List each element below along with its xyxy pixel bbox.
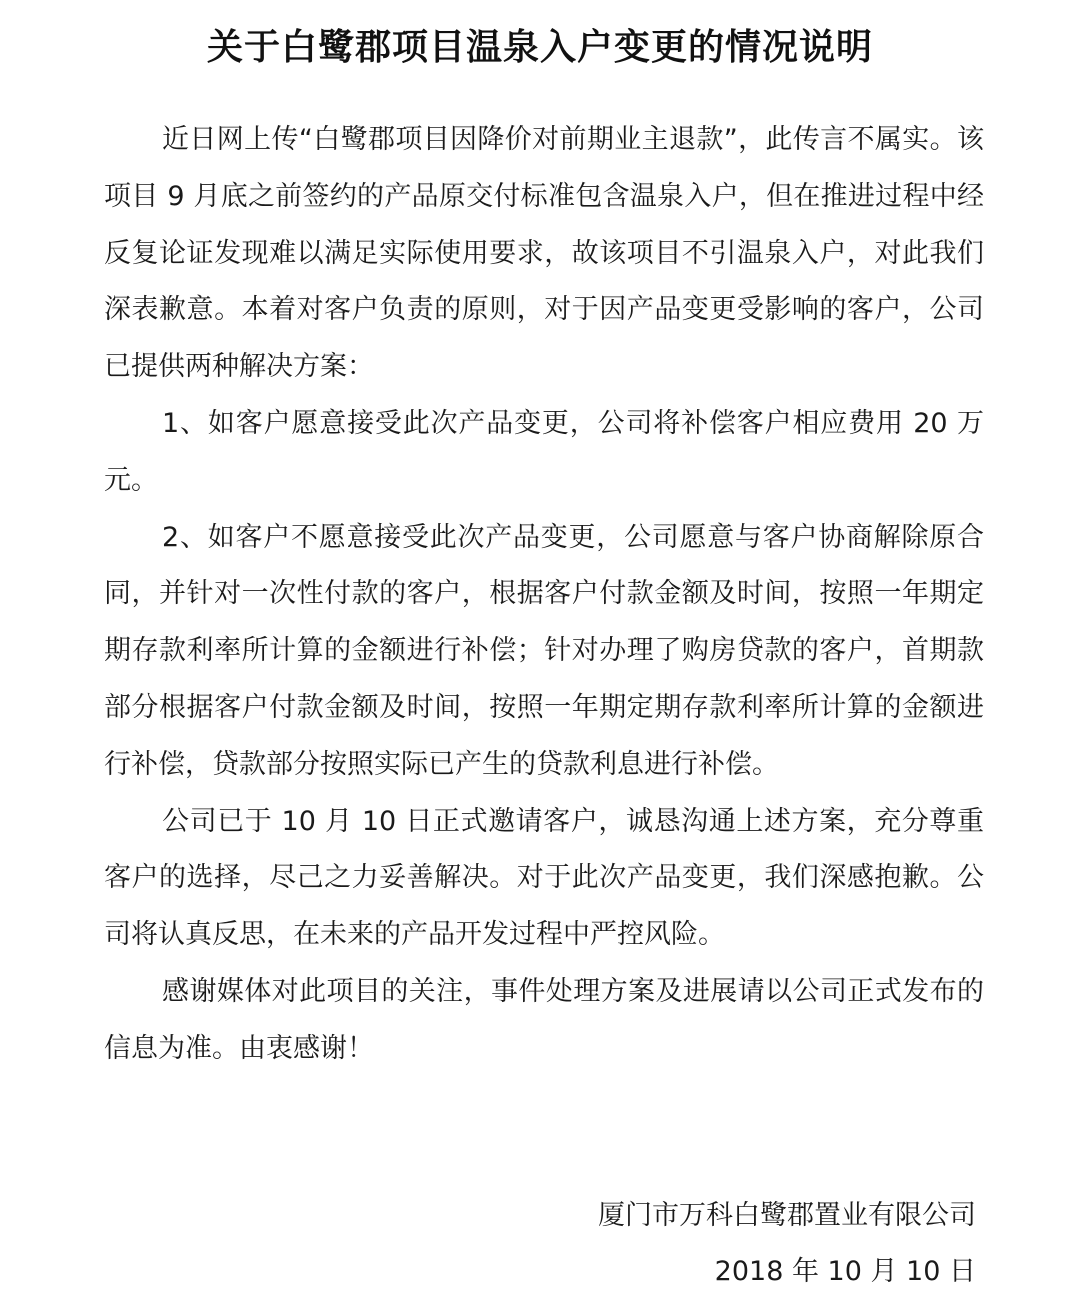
document-body xyxy=(104,112,984,1078)
paragraph-option-1: 1、如客户愿意接受此次产品变更，公司将补偿客户相应费用 20 万元。 xyxy=(104,407,984,496)
paragraph-intro: 近日网上传“白鹭郡项目因降价对前期业主退款”，此传言不属实。该项目 9 月底之前签约的产品原交付标准包含温泉入户，但在推进过程中经反复论证发现难以满足实际使用要求，故该项目不引温泉入户，对此我们深表歉意。本着对客户负责的原则，对于因产品变更受影响的客户，公司已提供两种解决方案： xyxy=(104,124,984,383)
paragraph-closing: 感谢媒体对此项目的关注，事件处理方案及进展请以公司正式发布的信息为准。由衷感谢！ xyxy=(104,975,984,1064)
document-title: 关于白鹭郡项目温泉入户变更的情况说明 xyxy=(206,27,873,69)
signature-date: 2018 年 10 月 10 日 xyxy=(714,1256,976,1287)
signature-block xyxy=(598,1188,976,1300)
paragraph-option-2: 2、如客户不愿意接受此次产品变更，公司愿意与客户协商解除原合同，并针对一次性付款的客户，根据客户付款金额及时间，按照一年期定期存款利率所计算的金额进行补偿；针对办理了购房贷款的客户，首期款部分根据客户付款金额及时间，按照一年期定期存款利率所计算的金额进行补偿，贷款部分按照实际已产生的贷款利息进行补偿。 xyxy=(104,521,984,780)
paragraph-followup: 公司已于 10 月 10 日正式邀请客户，诚恳沟通上述方案，充分尊重客户的选择，尽己之力妥善解决。对于此次产品变更，我们深感抱歉。公司将认真反思，在未来的产品开发过程中严控风险。 xyxy=(104,805,984,951)
signature-company: 厦门市万科白鹭郡置业有限公司 xyxy=(598,1200,976,1231)
